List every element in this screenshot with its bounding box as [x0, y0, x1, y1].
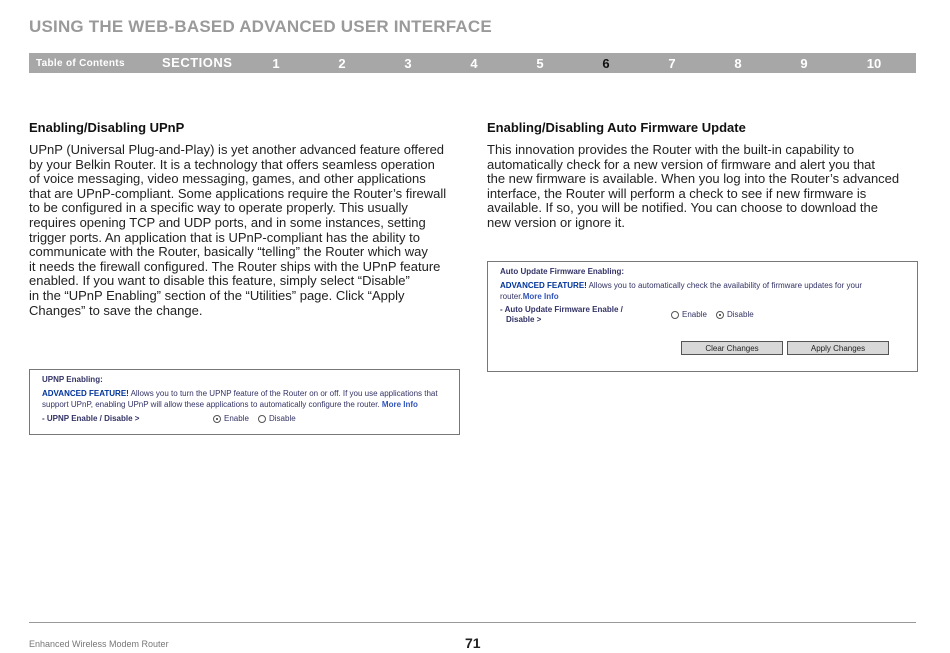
firmware-description: [487, 143, 899, 231]
section-link-9[interactable]: 9: [800, 56, 808, 71]
firmware-heading: Enabling/Disabling Auto Firmware Update: [487, 120, 746, 135]
radio-unselected-icon: [258, 415, 266, 423]
upnp-line: requires opening TCP and UDP ports, and in some instances, setting: [29, 214, 426, 230]
enable-label: Enable: [224, 414, 249, 423]
section-link-5[interactable]: 5: [536, 56, 544, 71]
disable-label: Disable: [727, 310, 754, 319]
advanced-feature-label: ADVANCED FEATURE!: [42, 389, 129, 398]
disable-label: Disable: [269, 414, 296, 423]
enable-label: Enable: [682, 310, 707, 319]
firmware-line: available. If so, you will be notified. You can choose to download the: [487, 200, 878, 216]
clear-changes-button[interactable]: Clear Changes: [681, 341, 783, 355]
section-link-7[interactable]: 7: [668, 56, 676, 71]
upnp-enable-radio[interactable]: [213, 414, 249, 423]
firmware-option-label-line: Disable >: [506, 315, 542, 324]
firmware-line: This innovation provides the Router with the built-in capability to: [487, 142, 855, 157]
section-link-2[interactable]: 2: [338, 56, 346, 71]
footer-divider: [29, 622, 916, 623]
more-info-link[interactable]: More Info: [522, 292, 559, 301]
firmware-option-label-line: - Auto Update Firmware Enable /: [500, 305, 623, 314]
firmware-line: automatically check for a new version of firmware and alert you that: [487, 156, 876, 172]
firmware-enable-radio[interactable]: [671, 310, 707, 319]
firmware-panel-title: Auto Update Firmware Enabling:: [500, 267, 625, 276]
firmware-panel-description: [500, 280, 910, 302]
firmware-line: new version or ignore it.: [487, 214, 626, 230]
upnp-line: that are UPnP-compliant. Some applications require the Router’s firewall: [29, 185, 447, 201]
section-link-1[interactable]: 1: [272, 56, 280, 71]
upnp-heading: Enabling/Disabling UPnP: [29, 120, 185, 135]
radio-unselected-icon: [671, 311, 679, 319]
sections-label: SECTIONS: [162, 55, 233, 70]
upnp-panel-text: Allows you to turn the UPNP feature of the Router on or off. If you use applications that: [128, 389, 438, 398]
upnp-line: in the “UPnP Enabling” section of the “Utilities” page. Click “Apply: [29, 287, 405, 303]
upnp-line: to be configured in a specific way to operate properly. This usually: [29, 200, 408, 216]
firmware-panel-text: Allows you to automatically check the availability of firmware updates for your: [586, 281, 863, 290]
firmware-settings-panel: [487, 261, 918, 372]
upnp-disable-radio[interactable]: [258, 414, 296, 423]
table-of-contents-link[interactable]: Table of Contents: [36, 58, 125, 69]
upnp-option-label: - UPNP Enable / Disable >: [42, 414, 140, 423]
upnp-line: of voice messaging, video messaging, games, and other applications: [29, 171, 426, 187]
upnp-line: communicate with the Router, basically “telling” the Router which way: [29, 244, 428, 260]
section-link-8[interactable]: 8: [734, 56, 742, 71]
firmware-option-label: [500, 305, 623, 325]
page-header-title: USING THE WEB-BASED ADVANCED USER INTERFACE: [29, 17, 492, 36]
firmware-line: the new firmware is available. When you log into the Router’s advanced: [487, 171, 900, 187]
firmware-disable-radio[interactable]: [716, 310, 754, 319]
page-number: 71: [465, 635, 481, 651]
more-info-link[interactable]: More Info: [381, 400, 418, 409]
section-nav-bar: [29, 53, 916, 73]
firmware-panel-text: router.: [500, 292, 523, 301]
upnp-line: trigger ports. An application that is UPnP-compliant has the ability to: [29, 229, 420, 245]
upnp-line: enabled. If you want to disable this feature, simply select “Disable”: [29, 273, 410, 289]
section-link-10[interactable]: 10: [866, 56, 882, 71]
radio-selected-icon: [213, 415, 221, 423]
firmware-line: interface, the Router will perform a check to see if new firmware is: [487, 185, 867, 201]
upnp-line: it needs the firewall configured. The Router ships with the UPnP feature: [29, 258, 441, 274]
footer-product-name: Enhanced Wireless Modem Router: [29, 639, 169, 649]
advanced-feature-label: ADVANCED FEATURE!: [500, 281, 587, 290]
upnp-line: UPnP (Universal Plug-and-Play) is yet another advanced feature offered: [29, 142, 445, 157]
radio-selected-icon: [716, 311, 724, 319]
apply-changes-button[interactable]: Apply Changes: [787, 341, 889, 355]
upnp-panel-title: UPNP Enabling:: [42, 375, 103, 384]
upnp-description: [29, 143, 446, 318]
section-link-4[interactable]: 4: [470, 56, 478, 71]
upnp-panel-text: support UPnP, enabling UPnP will allow these applications to automatically configure the router.: [42, 400, 380, 409]
upnp-panel-description: [42, 388, 452, 410]
section-link-6[interactable]: 6: [602, 56, 610, 71]
section-link-3[interactable]: 3: [404, 56, 412, 71]
upnp-settings-panel: [29, 369, 460, 435]
upnp-line: by your Belkin Router. It is a technology that offers seamless operation: [29, 156, 435, 172]
upnp-line: Changes” to save the change.: [29, 302, 203, 318]
